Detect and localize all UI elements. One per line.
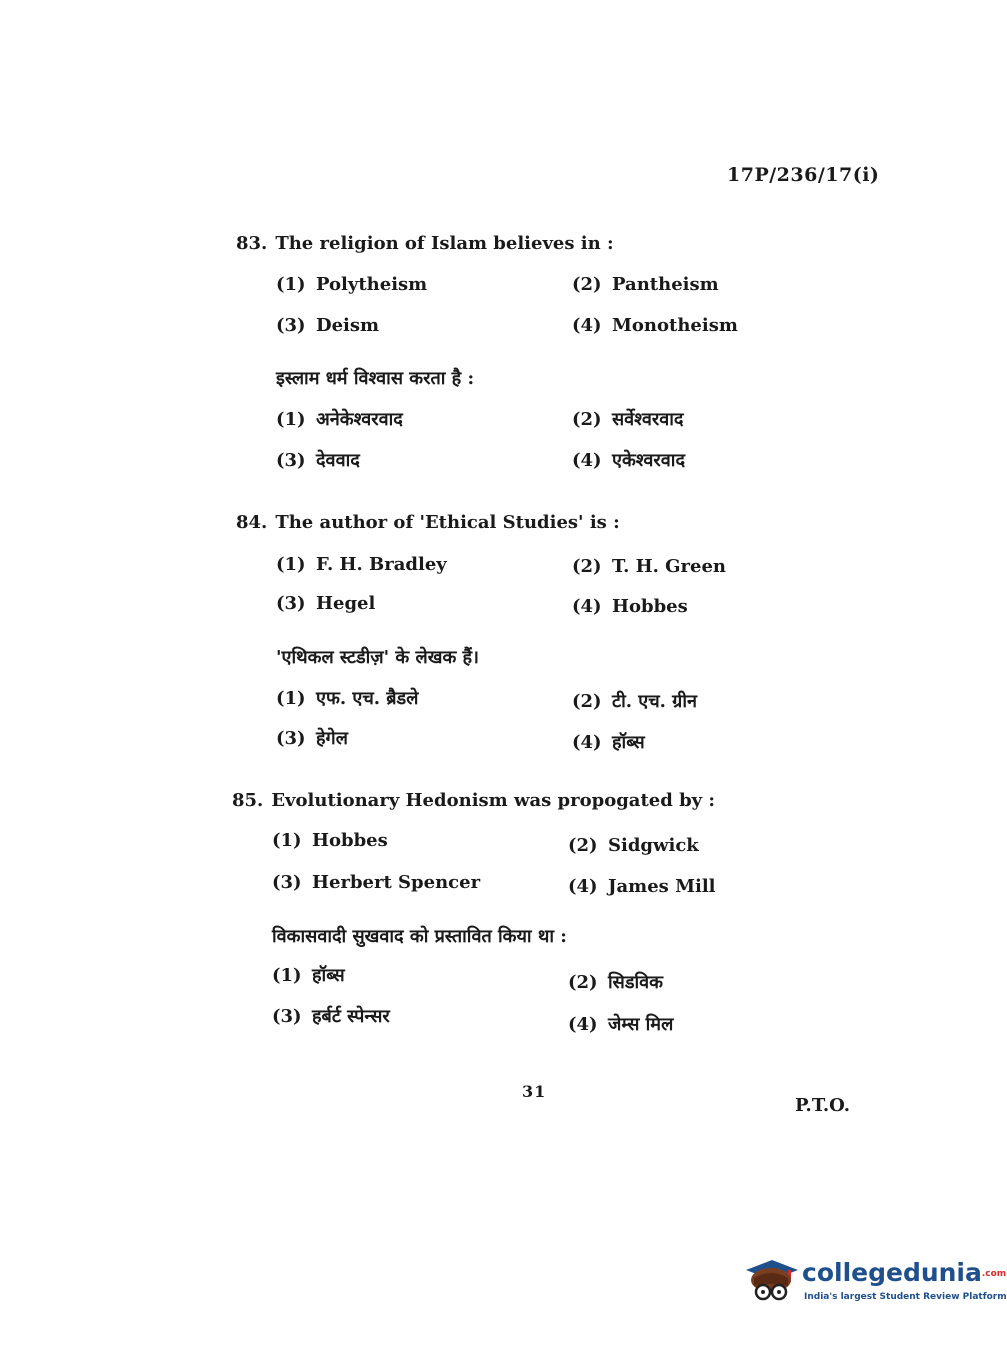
question-number: 83.: [236, 233, 268, 254]
hindi-option-1: (1) हॉब्स: [272, 965, 345, 986]
hindi-option-3: (3) देववाद: [276, 450, 360, 471]
pto-label: P.T.O.: [795, 1095, 851, 1116]
question-stem: [232, 790, 715, 811]
hindi-option-4: (4) जेम्स मिल: [568, 1014, 674, 1035]
hindi-option-3: (3) हर्बर्ट स्पेन्सर: [272, 1006, 390, 1027]
hindi-option-1: (1) अनेकेश्वरवाद: [276, 409, 403, 430]
page-number: 31: [522, 1082, 547, 1101]
hindi-question-text: 'एथिकल स्टडीज़' के लेखक हैं।: [276, 647, 479, 668]
option-4: (4) James Mill: [568, 876, 716, 897]
collegedunia-name: collegedunia.com: [802, 1258, 1007, 1287]
hindi-option-2: (2) सिडविक: [568, 972, 663, 993]
question-text: The religion of Islam believes in :: [275, 233, 614, 254]
question-number: 84.: [236, 512, 268, 533]
option-2: (2) T. H. Green: [572, 556, 726, 577]
question-stem: [236, 233, 614, 254]
question-stem: [236, 512, 620, 533]
question-text: Evolutionary Hedonism was propogated by :: [271, 790, 716, 811]
paper-code: 17P/236/17(i): [727, 164, 880, 186]
option-3: (3) Hegel: [276, 593, 376, 614]
hindi-option-2: (2) टी. एच. ग्रीन: [572, 691, 697, 712]
hindi-option-4: (4) एकेश्वरवाद: [572, 450, 686, 471]
option-3: (3) Herbert Spencer: [272, 872, 481, 893]
hindi-question-text: विकासवादी सुखवाद को प्रस्तावित किया था :: [272, 926, 567, 947]
collegedunia-watermark: [742, 1250, 1007, 1314]
graduate-mascot-icon: [742, 1256, 800, 1308]
option-2: (2) Pantheism: [572, 274, 719, 295]
option-3: (3) Deism: [276, 315, 380, 336]
option-2: (2) Sidgwick: [568, 835, 699, 856]
hindi-option-1: (1) एफ. एच. ब्रैडले: [276, 688, 419, 709]
option-4: (4) Hobbes: [572, 596, 688, 617]
question-text: The author of 'Ethical Studies' is :: [275, 512, 620, 533]
option-1: (1) Hobbes: [272, 830, 388, 851]
hindi-option-2: (2) सर्वेश्वरवाद: [572, 409, 684, 430]
option-1: (1) Polytheism: [276, 274, 428, 295]
hindi-question-text: इस्लाम धर्म विश्वास करता है :: [276, 368, 475, 389]
option-4: (4) Monotheism: [572, 315, 738, 336]
hindi-option-3: (3) हेगेल: [276, 728, 348, 749]
hindi-option-4: (4) हॉब्स: [572, 732, 645, 753]
collegedunia-tagline: India's largest Student Review Platform: [804, 1292, 1007, 1302]
option-1: (1) F. H. Bradley: [276, 554, 447, 575]
question-number: 85.: [232, 790, 264, 811]
